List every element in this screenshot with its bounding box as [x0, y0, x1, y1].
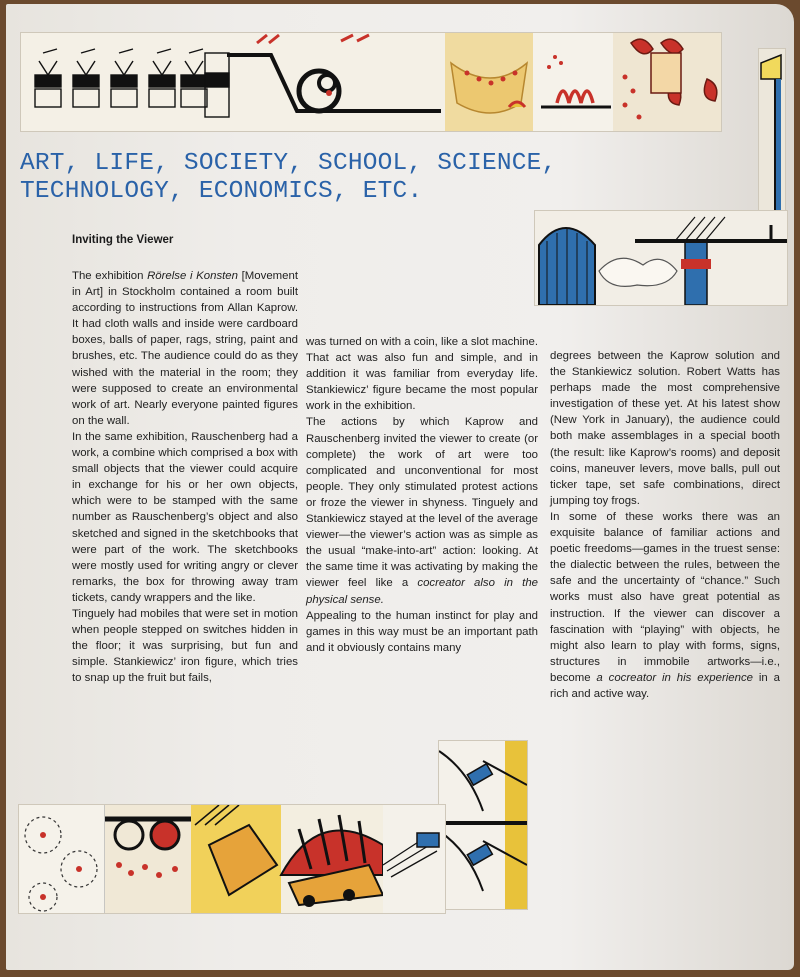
bottom-illustration-strip: [18, 804, 446, 914]
paragraph: In the same exhibition, Rauschenberg had a work, a combine which comprised a box with small objects that the viewer could acquire in exchange for his or her own objects, which were to be stamped with the same number as Rauschenberg’s object and also sketched and signed in the sketchbooks that were part of the work. The sketchbooks were mostly used for writing angry or clever remarks, the box for throwing away tram tickets, candy wrappers and the like.: [72, 430, 298, 604]
text-column-1: [72, 268, 298, 686]
right-illustration-strip: [758, 48, 786, 220]
top-strip-artwork: [21, 33, 721, 131]
right-figure-panel: [534, 210, 788, 306]
paragraph: The exhibition Rörelse i Konsten [Movement in Art] in Stockholm contained a room built according to instructions from Allan Kaprow. It had cloth walls and inside were cardboard boxes, balls of paper, rags, string, paint and brushes, etc. The audience could do as they wished with the material in the room; they were supposed to create an environmental work of art. Nearly everyone painted figures on the wall.: [72, 270, 298, 427]
text-column-2: [306, 334, 538, 656]
book-page: [6, 4, 794, 970]
paragraph: degrees between the Kaprow solution and the Stankiewicz solution. Robert Watts has perhaps made the most comprehensive investigation of these yet. At his latest show (New York in January), the audience could both make assemblages in a special booth (the result: like Kaprow’s rooms) and deposit coins, maneuver levers, move balls, pull out ticker tape, set safe combinations, direct jumping toy frogs.: [550, 350, 780, 507]
top-illustration-strip: [20, 32, 722, 132]
bottom-right-artwork: [439, 741, 527, 909]
paragraph: Tinguely had mobiles that were set in motion when people stepped on switches hidden in the floor; it was surprising, but fun and simple. Stankiewicz’ iron figure, which tries to snap up the fruit but fails,: [72, 607, 298, 685]
paragraph: was turned on with a coin, like a slot machine. That act was also fun and simple, and in addition it was familiar from everyday life. Stankiewicz’ figure became the most popular work in the exhibition.: [306, 336, 538, 413]
right-figure-artwork: [535, 211, 787, 305]
bottom-right-illustration: [438, 740, 528, 910]
section-subheading: Inviting the Viewer: [72, 234, 174, 246]
headline: ART, LIFE, SOCIETY, SCHOOL, SCIENCE, TECHNOLOGY, ECONOMICS, ETC.: [20, 150, 557, 205]
text-column-3: [550, 348, 780, 702]
right-strip-artwork: [759, 49, 785, 219]
bottom-strip-artwork: [19, 805, 445, 913]
paragraph: Appealing to the human instinct for play and games in this way must be an important path and it obviously contains many: [306, 609, 538, 654]
paragraph: In some of these works there was an exquisite balance of familiar actions and poetic freedoms—games in the truest sense: the dialectic between the rules, between the safe and the uncertainty of “chance.” Such works must also have great potential as instruction. If the viewer can discover a fascination with “playing” with objects, he might also learn to play with forms, signs, structures in immobile artworks—i.e., become a cocreator in his experience in a rich and active way.: [550, 510, 780, 700]
paragraph: The actions by which Kaprow and Rauschenberg invited the viewer to create (or complete) the work of art were too complicated and unconventional for most people. They only stimulated protest actions or froze the viewer in shyness. Tinguely and Stankiewicz stayed at the level of the average viewer—the viewer’s action was as simple as the usual “make-into-art” action: looking. At the same time it was activating by making the viewer feel like a cocreator also in the physical sense.: [306, 416, 538, 606]
